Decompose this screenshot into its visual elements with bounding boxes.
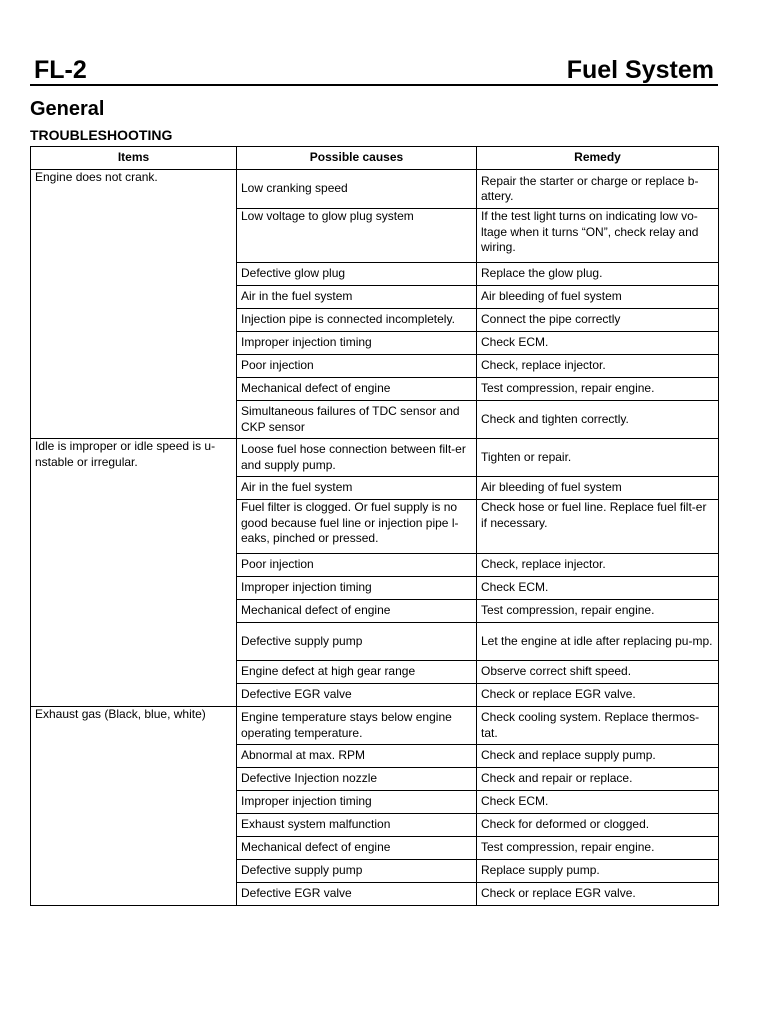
cause-cell: Mechanical defect of engine [237,600,477,623]
table-row [31,439,719,477]
page-id: FL-2 [34,56,87,84]
cause-cell: Fuel filter is clogged. Or fuel supply is no good because fuel line or injection pipe l-eaks, pinched or pressed. [237,500,477,554]
table-row [31,170,719,209]
column-header-causes: Possible causes [237,147,477,170]
remedy-cell: Connect the pipe correctly [477,309,719,332]
table-header-row [31,147,719,170]
cause-cell: Injection pipe is connected incompletely. [237,309,477,332]
remedy-cell: Test compression, repair engine. [477,837,719,860]
cause-cell: Loose fuel hose connection between filt-er and supply pump. [237,439,477,477]
cause-cell: Low voltage to glow plug system [237,209,477,263]
item-cell: Idle is improper or idle speed is u-nstable or irregular. [31,439,237,707]
cause-cell: Defective glow plug [237,263,477,286]
cause-cell: Mechanical defect of engine [237,378,477,401]
remedy-cell: Air bleeding of fuel system [477,477,719,500]
remedy-cell: Air bleeding of fuel system [477,286,719,309]
column-header-items: Items [31,147,237,170]
remedy-cell: Check ECM. [477,791,719,814]
remedy-cell: Check, replace injector. [477,355,719,378]
item-cell: Engine does not crank. [31,170,237,439]
remedy-cell: Replace the glow plug. [477,263,719,286]
remedy-cell: Check ECM. [477,332,719,355]
cause-cell: Defective EGR valve [237,684,477,707]
remedy-cell: Check or replace EGR valve. [477,883,719,906]
page-header [30,53,718,86]
remedy-cell: Check and replace supply pump. [477,745,719,768]
cause-cell: Simultaneous failures of TDC sensor and CKP sensor [237,401,477,439]
remedy-cell: Check or replace EGR valve. [477,684,719,707]
remedy-cell: Let the engine at idle after replacing pu-mp. [477,623,719,661]
item-cell: Exhaust gas (Black, blue, white) [31,707,237,906]
table-title: TROUBLESHOOTING [30,127,173,143]
cause-cell: Poor injection [237,355,477,378]
remedy-cell: Check ECM. [477,577,719,600]
remedy-cell: Check hose or fuel line. Replace fuel filt-er if necessary. [477,500,719,554]
cause-cell: Defective supply pump [237,623,477,661]
remedy-cell: Check cooling system. Replace thermos-tat. [477,707,719,745]
remedy-cell: Replace supply pump. [477,860,719,883]
cause-cell: Defective supply pump [237,860,477,883]
remedy-cell: Check and repair or replace. [477,768,719,791]
cause-cell: Improper injection timing [237,332,477,355]
remedy-cell: Test compression, repair engine. [477,600,719,623]
remedy-cell: Test compression, repair engine. [477,378,719,401]
remedy-cell: Check for deformed or clogged. [477,814,719,837]
remedy-cell: Repair the starter or charge or replace b-attery. [477,170,719,209]
remedy-cell: Observe correct shift speed. [477,661,719,684]
subtitle: General [30,98,105,120]
cause-cell: Mechanical defect of engine [237,837,477,860]
remedy-cell: Check and tighten correctly. [477,401,719,439]
column-header-remedy: Remedy [477,147,719,170]
cause-cell: Defective EGR valve [237,883,477,906]
cause-cell: Exhaust system malfunction [237,814,477,837]
cause-cell: Abnormal at max. RPM [237,745,477,768]
table-row [31,707,719,745]
cause-cell: Engine temperature stays below engine operating temperature. [237,707,477,745]
header-rule [30,84,718,86]
cause-cell: Air in the fuel system [237,477,477,500]
remedy-cell: If the test light turns on indicating low vo-ltage when it turns “ON”, check relay and wiring. [477,209,719,263]
cause-cell: Air in the fuel system [237,286,477,309]
cause-cell: Poor injection [237,554,477,577]
troubleshooting-table [30,146,719,906]
cause-cell: Low cranking speed [237,170,477,209]
cause-cell: Improper injection timing [237,791,477,814]
section-name: Fuel System [566,56,714,84]
cause-cell: Defective Injection nozzle [237,768,477,791]
cause-cell: Engine defect at high gear range [237,661,477,684]
remedy-cell: Check, replace injector. [477,554,719,577]
cause-cell: Improper injection timing [237,577,477,600]
remedy-cell: Tighten or repair. [477,439,719,477]
